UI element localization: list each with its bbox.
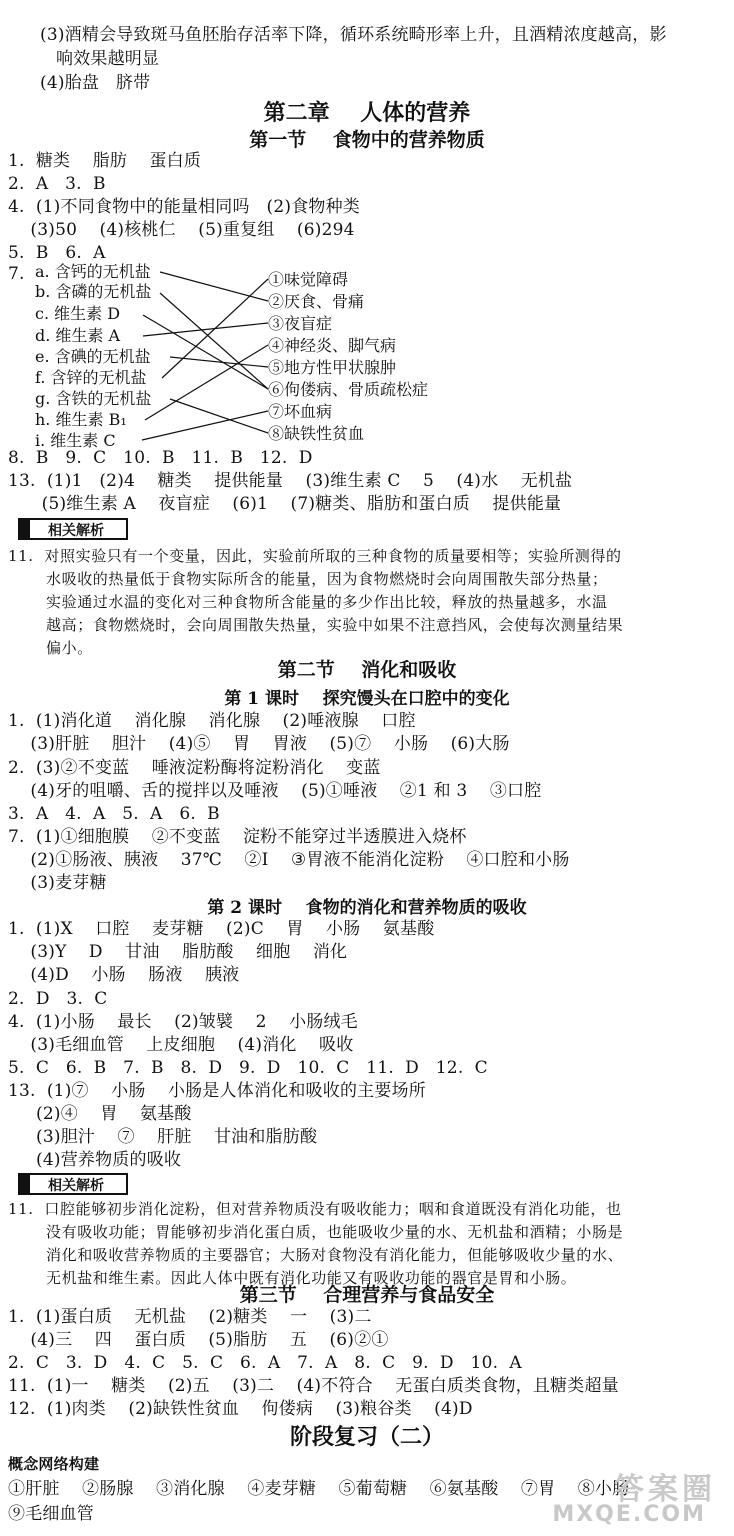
l2-line-8: 13. (1)⑦ 小肠 小肠是人体消化和吸收的主要场所 [8, 1081, 426, 1101]
match-left-h: h. 维生素 B₁ [35, 410, 127, 429]
s3-line-5: 12. (1)肉类 (2)缺铁性贫血 佝偻病 (3)粮谷类 (4)D [8, 1399, 473, 1419]
l1-line-2: (3)肝脏 胆汁 (4)⑤ 胃 胃液 (5)⑦ 小肠 (6)大肠 [8, 734, 510, 754]
match-left-c: c. 维生素 D [35, 304, 121, 323]
review-subtitle: 概念网络构建 [8, 1455, 100, 1473]
chapter-title: 第二章 人体的营养 [263, 100, 471, 126]
l1-line-7: (2)①肠液、胰液 37℃ ②Ⅰ ③胃液不能消化淀粉 ④口腔和小肠 [8, 850, 570, 870]
s1-line-2: 2. A 3. B [8, 174, 106, 194]
match-left-f: f. 含锌的无机盐 [35, 368, 147, 387]
match-right-1: ①味觉障碍 [268, 270, 349, 289]
matching-lines [0, 0, 734, 460]
analysis-tag-2-label: 相关解析 [48, 1178, 104, 1194]
s1-line-4: (3)50 (4)核桃仁 (5)重复组 (6)294 [8, 220, 355, 240]
section-1-title: 第一节 食物中的营养物质 [249, 129, 485, 151]
review-title: 阶段复习（二） [289, 1424, 444, 1450]
match-line-i [142, 411, 268, 440]
match-left-g: g. 含铁的无机盐 [35, 389, 152, 408]
s2-analysis-4: 无机盐和维生素。因此人体中既有消化功能又有吸收功能的器官是胃和小肠。 [46, 1269, 577, 1287]
l2-line-11: (4)营养物质的吸收 [8, 1150, 182, 1170]
watermark-en: MXQE.COM [552, 1502, 706, 1527]
l2-line-10: (3)胆汁 ⑦ 肝脏 甘油和脂肪酸 [8, 1127, 318, 1147]
tag-marker [20, 1175, 30, 1193]
s3-line-3: 2. C 3. D 4. C 5. C 6. A 7. A 8. C 9. D 10. A [8, 1353, 522, 1373]
s1-line-9: (5)维生素 A 夜盲症 (6)1 (7)糖类、脂肪和蛋白质 提供能量 [8, 494, 562, 514]
l1-line-5: 3. A 4. A 5. A 6. B [8, 804, 220, 824]
analysis-tag-2 [18, 1173, 128, 1195]
l2-line-1: 1. (1)X 口腔 麦芽糖 (2)C 胃 小肠 氨基酸 [8, 919, 435, 939]
s1-analysis-2: 水吸收的热量低于食物实际所含的能量，因为食物燃烧时会向周围散失部分热量； [46, 570, 608, 588]
l2-line-3: (4)D 小肠 肠液 胰液 [8, 965, 240, 985]
s3-line-1: 1. (1)蛋白质 无机盐 (2)糖类 一 (3)二 [8, 1307, 372, 1327]
l2-line-5: 4. (1)小肠 最长 (2)皱襞 2 小肠绒毛 [8, 1012, 358, 1032]
match-left-e: e. 含碘的无机盐 [35, 347, 151, 366]
s1-analysis-5: 偏小。 [46, 639, 93, 657]
tag-marker [20, 520, 30, 538]
s1-line-5: 5. B 6. A [8, 243, 106, 263]
match-line-g [170, 399, 268, 433]
match-line-b [160, 293, 268, 389]
match-right-4: ④神经炎、脚气病 [268, 336, 397, 355]
s1-line-1: 1. 糖类 脂肪 蛋白质 [8, 151, 202, 171]
match-right-2: ②厌食、骨痛 [268, 292, 365, 311]
s1-analysis-3: 实验通过水温的变化对三种食物所含能量的多少作出比较，释放的热量越多，水温 [46, 593, 608, 611]
s1-line-8: 13. (1)1 (2)4 糖类 提供能量 (3)维生素 C 5 (4)水 无机盐 [8, 471, 573, 491]
match-line-e [170, 357, 268, 367]
match-line-a [160, 272, 268, 301]
match-left-i: i. 维生素 C [35, 431, 116, 450]
match-line-c [143, 315, 268, 389]
l2-line-9: (2)④ 胃 氨基酸 [8, 1104, 192, 1124]
section-2-title: 第二节 消化和吸收 [277, 659, 457, 681]
match-left-a: a. 含钙的无机盐 [35, 262, 151, 281]
match-left-d: d. 维生素 A [35, 326, 121, 345]
s1-line-6: 7. [8, 264, 25, 284]
l1-line-4: (4)牙的咀嚼、舌的搅拌以及唾液 (5)①唾液 ②1 和 3 ③口腔 [8, 781, 542, 801]
match-right-6: ⑥佝偻病、骨质疏松症 [268, 380, 429, 399]
l1-line-8: (3)麦芽糖 [8, 873, 107, 893]
l1-line-3: 2. (3)②不变蓝 唾液淀粉酶将淀粉消化 变蓝 [8, 758, 381, 778]
match-right-7: ⑦坏血病 [268, 402, 333, 421]
lesson-1-title: 第 1 课时 探究馒头在口腔中的变化 [224, 689, 510, 709]
s3-line-4: 11. (1)一 糖类 (2)五 (3)二 (4)不符合 无蛋白质类食物，且糖类超量 [8, 1376, 619, 1396]
s1-line-3: 4. (1)不同食物中的能量相同吗 (2)食物种类 [8, 197, 360, 217]
match-right-3: ③夜盲症 [268, 314, 333, 333]
top-line-3: (4)胎盘 脐带 [40, 73, 151, 93]
l2-line-4: 2. D 3. C [8, 989, 108, 1009]
analysis-tag-1 [18, 518, 128, 540]
s1-analysis-4: 越高；食物燃烧时，会向周围散失热量，实验中如果不注意挡风，会使每次测量结果 [46, 616, 624, 634]
s1-analysis-1: 11. 对照实验只有一个变量，因此，实验前所取的三种食物的质量要相等；实验所测得的 [8, 547, 622, 565]
section-3-title: 第三节 合理营养与食品安全 [239, 1284, 495, 1306]
watermark-cn: 答案圈 [614, 1472, 716, 1507]
match-line-h [145, 345, 268, 420]
top-line-1: (3)酒精会导致斑马鱼胚胎存活率下降，循环系统畸形率上升，且酒精浓度越高，影 [40, 25, 667, 45]
match-right-8: ⑧缺铁性贫血 [268, 424, 365, 443]
s3-line-2: (4)三 四 蛋白质 (5)脂肪 五 (6)②① [8, 1330, 389, 1350]
s2-analysis-2: 没有吸收功能；胃能够初步消化蛋白质，也能吸收少量的水、无机盐和酒精；小肠是 [46, 1223, 624, 1241]
match-line-f [162, 279, 268, 378]
l2-line-6: (3)毛细血管 上皮细胞 (4)消化 吸收 [8, 1035, 354, 1055]
lesson-2-title: 第 2 课时 食物的消化和营养物质的吸收 [207, 898, 527, 918]
s2-analysis-3: 消化和吸收营养物质的主要器官；大肠对食物没有消化能力，但能够吸收少量的水、 [46, 1246, 624, 1264]
l1-line-1: 1. (1)消化道 消化腺 消化腺 (2)唾液腺 口腔 [8, 711, 416, 731]
match-right-5: ⑤地方性甲状腺肿 [268, 358, 397, 377]
l2-line-7: 5. C 6. B 7. B 8. D 9. D 10. C 11. D 12. C [8, 1058, 488, 1078]
l1-line-6: 7. (1)①细胞膜 ②不变蓝 淀粉不能穿过半透膜进入烧杯 [8, 827, 467, 847]
s2-analysis-1: 11. 口腔能够初步消化淀粉，但对营养物质没有吸收能力；咽和食道既没有消化功能，也 [8, 1200, 622, 1218]
s1-line-7: 8. B 9. C 10. B 11. B 12. D [8, 448, 313, 468]
match-left-b: b. 含磷的无机盐 [35, 282, 152, 301]
review-line-1: ①肝脏 ②肠腺 ③消化腺 ④麦芽糖 ⑤葡萄糖 ⑥氨基酸 ⑦胃 ⑧小肠 [8, 1479, 630, 1499]
l2-line-2: (3)Y D 甘油 脂肪酸 细胞 消化 [8, 942, 348, 962]
review-line-2: ⑨毛细血管 [8, 1504, 94, 1524]
watermark-logo [496, 1464, 726, 1532]
top-line-2: 响效果越明显 [56, 49, 160, 69]
analysis-tag-1-label: 相关解析 [48, 523, 104, 539]
